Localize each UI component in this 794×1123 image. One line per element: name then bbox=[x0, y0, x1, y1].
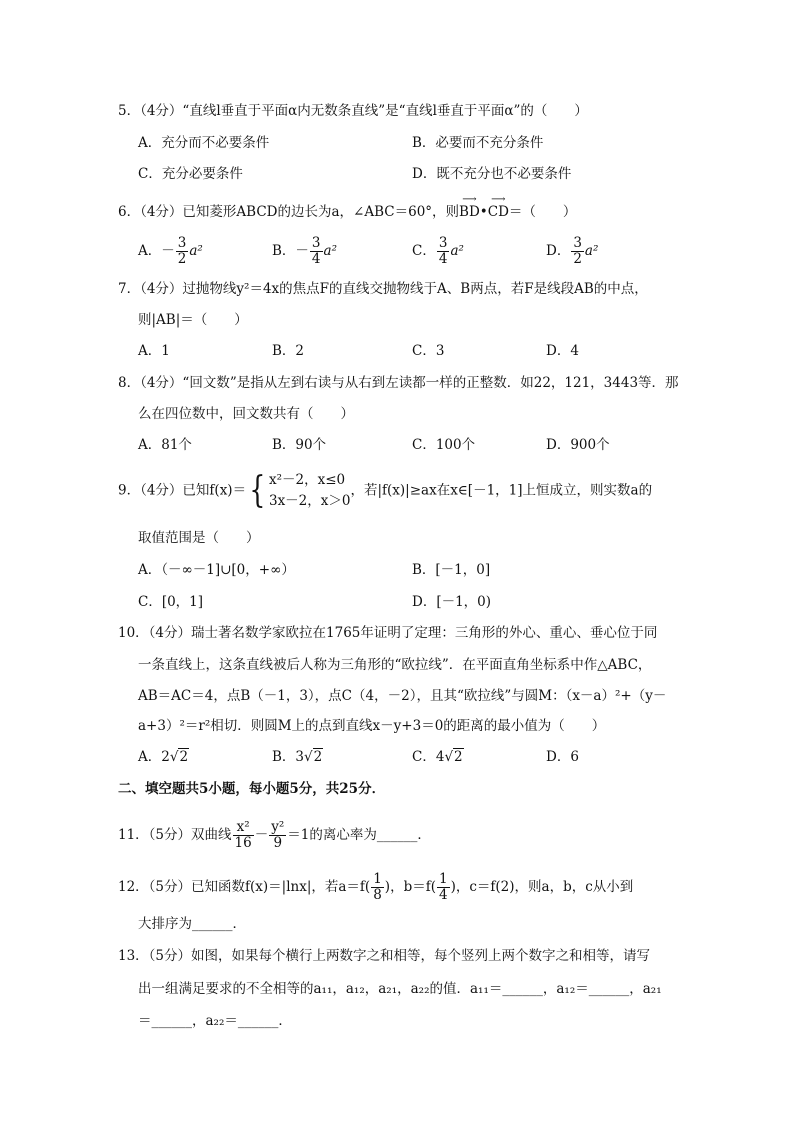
sqrt-icon: √2 bbox=[304, 749, 323, 765]
q10-option-b-label: B． bbox=[272, 749, 296, 765]
q10-option-c-coef: 4 bbox=[435, 749, 445, 765]
q11-fraction-x bbox=[233, 820, 254, 851]
sqrt-icon: √2 bbox=[169, 749, 189, 765]
q10-line-3: AB＝AC＝4，点B（－1，3），点C（4，－2），且其“欧拉线”与圆M：（x－a）²+（y－ bbox=[138, 688, 667, 704]
q5-option-a: A．充分而不必要条件 bbox=[138, 135, 270, 151]
q7-line-1: 7．（4分）过抛物线y²＝4x的焦点F的直线交抛物线于A、B两点，若F是线段AB的中点， bbox=[118, 281, 648, 297]
q6-option-a-fraction bbox=[176, 236, 189, 267]
q13-line-2: 出一组满足要求的不全相等的a₁₁，a₁₂，a₂₁，a₂₂的值．a₁₁＝______，a₁₂＝______，a₂₁ bbox=[138, 981, 662, 997]
q6-vector-cd: ⟶ CD bbox=[488, 202, 509, 222]
radicand: 2 bbox=[179, 749, 189, 765]
q7-option-a: A．1 bbox=[138, 343, 170, 359]
q12-suffix: )，c＝f(2)，则a，b，c从小到 bbox=[450, 879, 634, 895]
q8-option-b: B．90个 bbox=[272, 437, 327, 453]
q11-prefix: 11．（5分）双曲线 bbox=[118, 827, 232, 843]
q6-option-d bbox=[546, 236, 598, 267]
q12-stem bbox=[118, 870, 633, 904]
q6-option-c-fraction bbox=[437, 236, 450, 267]
q10-option-b-coef: 3 bbox=[295, 749, 305, 765]
q9-suffix: ，若|f(x)|≥ax在x∈[－1，1]上恒成立，则实数a的 bbox=[350, 482, 653, 499]
fraction-numerator: 1 bbox=[373, 871, 382, 887]
fraction-denominator: 2 bbox=[177, 251, 187, 267]
fraction-denominator: 4 bbox=[438, 251, 448, 267]
q11-fraction-y bbox=[269, 820, 286, 851]
q10-option-a-coef: 2 bbox=[161, 749, 170, 765]
q12-line-2: 大排序为______． bbox=[138, 916, 246, 932]
q6-option-b-a2: a² bbox=[323, 243, 337, 259]
q10-line-2: 一条直线上，这条直线被后人称为三角形的“欧拉线”．在平面直角坐标系中作△ABC， bbox=[138, 657, 652, 673]
q5-option-d: D．既不充分也不必要条件 bbox=[412, 166, 572, 182]
q7-option-d: D．4 bbox=[546, 343, 579, 359]
q10-option-b bbox=[272, 747, 323, 767]
fraction-numerator: y² bbox=[271, 819, 285, 835]
q8-line-2: 么在四位数中，回文数共有（ ） bbox=[138, 406, 354, 422]
brace-icon: { bbox=[249, 470, 266, 511]
fraction-denominator: 4 bbox=[311, 251, 321, 267]
q6-option-c bbox=[412, 236, 464, 267]
q8-line-1: 8．（4分）“回文数”是指从左到右读与从右到左读都一样的正整数．如22，121，3443等．那 bbox=[118, 375, 679, 391]
q10-option-a bbox=[138, 747, 189, 767]
q6-option-b-label: B．－ bbox=[272, 243, 309, 259]
fraction-numerator: 3 bbox=[573, 235, 582, 251]
q6-option-a bbox=[138, 236, 203, 267]
q13-line-1: 13．（5分）如图，如果每个横行上两数字之和相等，每个竖列上两个数字之和相等，请写 bbox=[118, 948, 651, 964]
q8-option-d: D．900个 bbox=[546, 437, 610, 453]
q6-option-b bbox=[272, 236, 337, 267]
sqrt-icon: √2 bbox=[444, 749, 463, 765]
q11-stem bbox=[118, 818, 431, 852]
q9-option-d: D．[－1，0) bbox=[412, 594, 492, 610]
q7-line-2: 则|AB|＝（ ） bbox=[138, 312, 248, 328]
q10-line-4: a+3）²＝r²相切．则圆M上的点到直线x－y+3＝0的距离的最小值为（ ） bbox=[138, 718, 606, 734]
fraction-denominator: 16 bbox=[234, 835, 252, 851]
q9-piecewise bbox=[269, 470, 351, 512]
fraction-numerator: 3 bbox=[177, 235, 187, 251]
fraction-denominator: 4 bbox=[438, 887, 448, 903]
q9-line-2: 取值范围是（ ） bbox=[138, 530, 260, 546]
q6-suffix: ＝（ ） bbox=[508, 204, 577, 220]
fraction-numerator: 3 bbox=[438, 235, 448, 251]
q11-suffix: ＝1的离心率为______． bbox=[287, 827, 431, 843]
q9-case-2: 3x－2，x＞0 bbox=[268, 493, 351, 509]
q5-option-b: B．必要而不充分条件 bbox=[412, 135, 544, 151]
q6-option-c-label: C． bbox=[412, 243, 436, 259]
q9-option-a: A．（－∞－1]∪[0，+∞） bbox=[138, 562, 295, 578]
q9-case-1: x²－2，x≤0 bbox=[268, 472, 346, 488]
radicand: 2 bbox=[313, 749, 323, 765]
fraction-denominator: 8 bbox=[373, 887, 382, 903]
radicand: 2 bbox=[454, 749, 463, 765]
section-heading: 二、填空题共5小题，每小题5分，共25分． bbox=[118, 781, 386, 797]
fraction-numerator: x² bbox=[233, 820, 254, 836]
q7-option-b: B．2 bbox=[272, 343, 305, 359]
q13-line-3: ＝______，a₂₂＝______． bbox=[138, 1013, 292, 1029]
q10-option-a-label: A． bbox=[138, 749, 162, 765]
q6-option-a-label: A．－ bbox=[138, 243, 175, 259]
q10-option-d: D．6 bbox=[546, 749, 579, 765]
fraction-numerator: 1 bbox=[438, 871, 448, 887]
q6-stem bbox=[118, 202, 576, 222]
q6-option-c-a2: a² bbox=[450, 243, 464, 259]
q8-option-c: C．100个 bbox=[412, 437, 476, 453]
q8-option-a: A．81个 bbox=[138, 437, 192, 453]
q11-minus: － bbox=[254, 827, 269, 843]
q12-fraction-b bbox=[437, 872, 450, 903]
q12-fraction-a bbox=[371, 872, 384, 903]
q7-option-c: C．3 bbox=[412, 343, 445, 359]
q6-vector-bd: ⟶ BD bbox=[459, 202, 480, 222]
q9-option-b: B．[－1，0] bbox=[412, 562, 491, 578]
q6-option-a-a2: a² bbox=[189, 243, 203, 259]
q6-option-d-label: D． bbox=[546, 243, 571, 259]
q5-option-c: C．充分必要条件 bbox=[138, 166, 243, 182]
q12-prefix: 12．（5分）已知函数f(x)＝|lnx|，若a＝f( bbox=[118, 879, 371, 895]
q6-option-d-fraction bbox=[571, 236, 584, 267]
q10-option-c-label: C． bbox=[412, 749, 436, 765]
q10-option-c bbox=[412, 747, 464, 767]
q6-option-b-fraction bbox=[310, 236, 323, 267]
q6-prefix: 6．（4分）已知菱形ABCD的边长为a，∠ABC＝60°，则 bbox=[118, 204, 460, 220]
q9-option-c: C．[0，1] bbox=[138, 594, 204, 610]
q5-stem: 5．（4分）“直线l垂直于平面α内无数条直线”是“直线l垂直于平面α”的（ ） bbox=[118, 103, 588, 119]
q6-option-d-a2: a² bbox=[584, 243, 599, 259]
q9-stem bbox=[118, 470, 652, 512]
q10-line-1: 10．（4分）瑞士著名数学家欧拉在1765年证明了定理：三角形的外心、重心、垂心位于同 bbox=[118, 625, 658, 641]
fraction-numerator: 3 bbox=[311, 235, 321, 251]
q6-dot: • bbox=[479, 204, 488, 220]
q12-mid: )，b＝f( bbox=[384, 879, 436, 895]
q9-prefix: 9．（4分）已知f(x)＝ bbox=[118, 482, 247, 499]
fraction-denominator: 2 bbox=[573, 251, 582, 267]
fraction-denominator: 9 bbox=[273, 835, 283, 851]
